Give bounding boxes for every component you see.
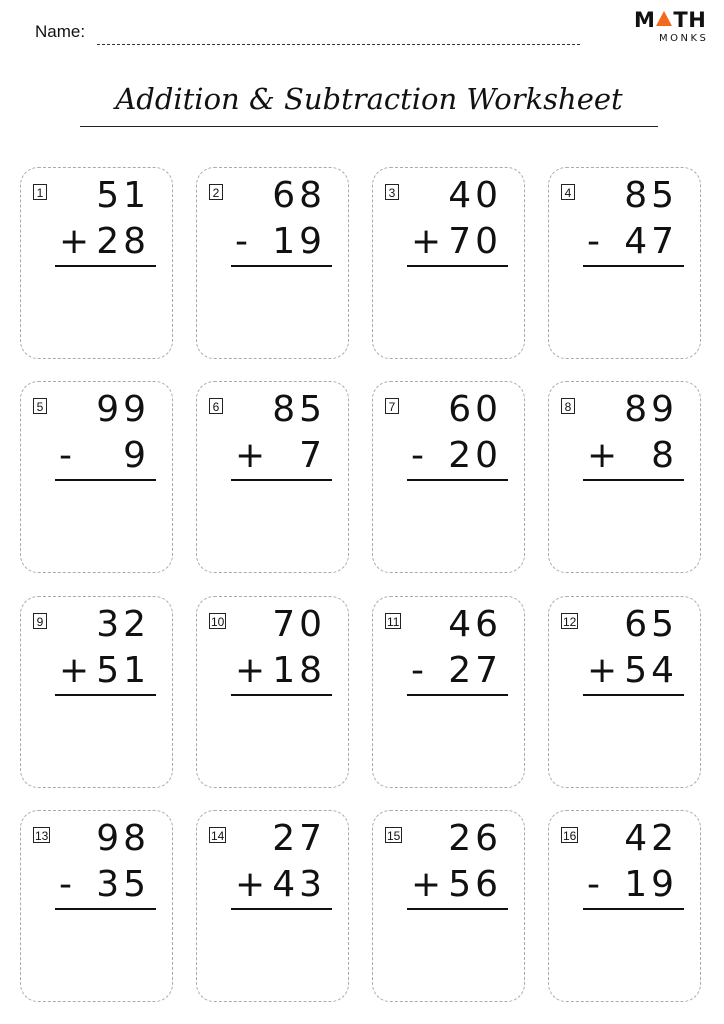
operator: - xyxy=(411,435,424,476)
logo-letter-m: M xyxy=(634,8,656,32)
operator: - xyxy=(411,650,424,691)
problem-card[interactable] xyxy=(196,810,349,1002)
operator: - xyxy=(587,864,600,905)
problem-number: 13 xyxy=(35,829,49,843)
math-monks-logo xyxy=(634,8,712,48)
operator: + xyxy=(235,435,266,476)
problem-number: 10 xyxy=(211,615,225,629)
bottom-operand: 56 xyxy=(448,864,502,905)
operator: + xyxy=(587,435,618,476)
answer-line xyxy=(231,694,332,696)
answer-line xyxy=(583,694,684,696)
operator: - xyxy=(59,864,72,905)
answer-line xyxy=(55,479,156,481)
bottom-operand: 27 xyxy=(448,650,502,691)
operator: + xyxy=(587,650,618,691)
bottom-row xyxy=(405,436,502,476)
bottom-operand: 54 xyxy=(624,650,678,691)
bottom-row xyxy=(229,222,326,262)
bottom-operand: 9 xyxy=(123,435,150,476)
problem-card[interactable] xyxy=(548,167,701,359)
bottom-row xyxy=(229,436,326,476)
top-operand: 70 xyxy=(272,604,326,645)
problem-card[interactable] xyxy=(372,381,525,573)
top-operand: 85 xyxy=(624,175,678,216)
top-operand: 32 xyxy=(96,604,150,645)
logo-triangle-icon xyxy=(656,11,672,26)
name-input-line[interactable] xyxy=(97,44,580,45)
top-operand: 42 xyxy=(624,818,678,859)
bottom-row xyxy=(405,222,502,262)
bottom-operand: 51 xyxy=(96,650,150,691)
answer-line xyxy=(231,908,332,910)
problem-card[interactable] xyxy=(20,167,173,359)
bottom-row xyxy=(405,651,502,691)
operator: + xyxy=(59,221,90,262)
answer-line xyxy=(55,694,156,696)
operator: + xyxy=(59,650,90,691)
problem-number: 4 xyxy=(561,184,575,200)
problem-number: 9 xyxy=(33,613,47,629)
problem-number: 16 xyxy=(563,829,577,843)
answer-line xyxy=(407,694,508,696)
problem-number: 14 xyxy=(211,829,225,843)
top-operand: 68 xyxy=(272,175,326,216)
top-operand: 65 xyxy=(624,604,678,645)
answer-line xyxy=(55,908,156,910)
operator: - xyxy=(235,221,248,262)
problem-card[interactable] xyxy=(196,381,349,573)
top-operand: 99 xyxy=(96,389,150,430)
problem-number: 6 xyxy=(209,398,223,414)
problem-card[interactable] xyxy=(20,381,173,573)
worksheet-title: Addition & Subtraction Worksheet xyxy=(115,82,623,116)
bottom-operand: 19 xyxy=(624,864,678,905)
title-underline xyxy=(80,126,658,127)
problem-card[interactable] xyxy=(548,596,701,788)
operator: + xyxy=(411,221,442,262)
top-operand: 60 xyxy=(448,389,502,430)
logo-subtitle: MONKS xyxy=(659,33,709,44)
name-label: Name: xyxy=(35,22,86,41)
problem-number: 15 xyxy=(387,829,401,843)
bottom-row xyxy=(53,222,150,262)
problem-number: 8 xyxy=(561,398,575,414)
problem-number: 3 xyxy=(385,184,399,200)
operator: + xyxy=(235,650,266,691)
problem-number: 1 xyxy=(33,184,47,200)
bottom-operand: 28 xyxy=(96,221,150,262)
problem-card[interactable] xyxy=(372,596,525,788)
answer-line xyxy=(231,265,332,267)
answer-line xyxy=(407,265,508,267)
bottom-operand: 35 xyxy=(96,864,150,905)
top-operand: 89 xyxy=(624,389,678,430)
top-operand: 26 xyxy=(448,818,502,859)
bottom-row xyxy=(405,865,502,905)
operator: - xyxy=(587,221,600,262)
bottom-row xyxy=(53,865,150,905)
problem-card[interactable] xyxy=(372,810,525,1002)
bottom-row xyxy=(229,865,326,905)
problem-card[interactable] xyxy=(548,381,701,573)
bottom-row xyxy=(581,651,678,691)
bottom-row xyxy=(53,436,150,476)
bottom-operand: 20 xyxy=(448,435,502,476)
bottom-operand: 70 xyxy=(448,221,502,262)
answer-line xyxy=(583,908,684,910)
logo-wordmark xyxy=(634,8,706,32)
operator: + xyxy=(411,864,442,905)
name-row xyxy=(35,22,580,48)
top-operand: 85 xyxy=(272,389,326,430)
bottom-operand: 19 xyxy=(272,221,326,262)
problem-number: 11 xyxy=(387,615,400,629)
logo-letters-th: TH xyxy=(673,8,707,32)
bottom-operand: 18 xyxy=(272,650,326,691)
operator: + xyxy=(235,864,266,905)
problem-card[interactable] xyxy=(196,596,349,788)
bottom-operand: 7 xyxy=(299,435,326,476)
problem-card[interactable] xyxy=(196,167,349,359)
top-operand: 46 xyxy=(448,604,502,645)
problem-number: 5 xyxy=(33,398,47,414)
answer-line xyxy=(583,265,684,267)
top-operand: 27 xyxy=(272,818,326,859)
bottom-row xyxy=(229,651,326,691)
top-operand: 98 xyxy=(96,818,150,859)
problem-number: 7 xyxy=(385,398,399,414)
bottom-operand: 43 xyxy=(272,864,326,905)
bottom-row xyxy=(581,865,678,905)
answer-line xyxy=(231,479,332,481)
bottom-row xyxy=(581,436,678,476)
answer-line xyxy=(583,479,684,481)
top-operand: 40 xyxy=(448,175,502,216)
problem-card[interactable] xyxy=(372,167,525,359)
problem-number: 2 xyxy=(209,184,223,200)
bottom-operand: 8 xyxy=(651,435,678,476)
bottom-row xyxy=(581,222,678,262)
problem-card[interactable] xyxy=(20,810,173,1002)
answer-line xyxy=(55,265,156,267)
operator: - xyxy=(59,435,72,476)
answer-line xyxy=(407,479,508,481)
bottom-row xyxy=(53,651,150,691)
top-operand: 51 xyxy=(96,175,150,216)
problem-card[interactable] xyxy=(20,596,173,788)
problem-card[interactable] xyxy=(548,810,701,1002)
bottom-operand: 47 xyxy=(624,221,678,262)
answer-line xyxy=(407,908,508,910)
problem-number: 12 xyxy=(563,615,577,629)
